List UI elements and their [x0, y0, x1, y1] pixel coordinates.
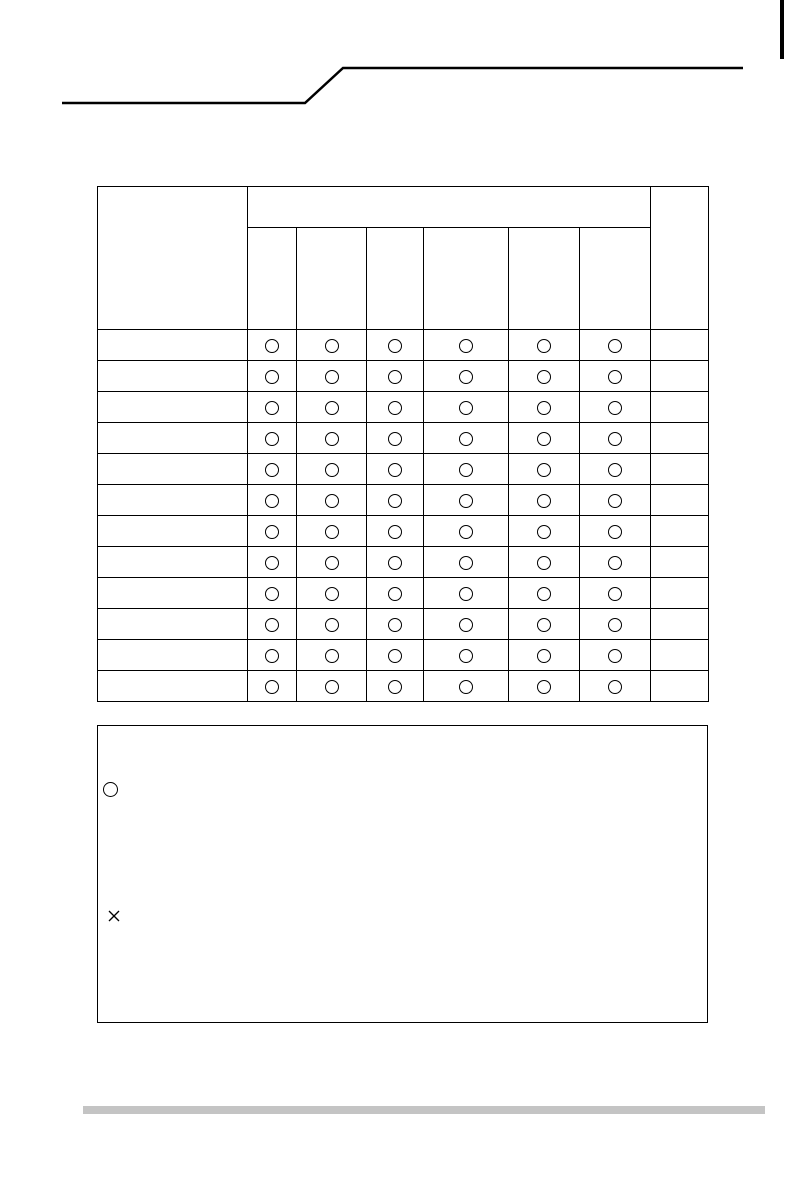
circle-mark-icon: [265, 463, 279, 477]
circle-mark-icon: [325, 401, 339, 415]
cross-mark-icon: [107, 909, 121, 923]
substance-mark-cell: [580, 609, 651, 640]
circle-mark-icon: [537, 680, 551, 694]
table-row: [98, 485, 709, 516]
substance-mark-cell: [367, 454, 424, 485]
circle-mark-icon: [388, 556, 402, 570]
substance-mark-cell: [248, 671, 297, 702]
circle-mark-icon: [388, 463, 402, 477]
circle-mark-icon: [459, 463, 473, 477]
circle-mark-icon: [103, 782, 118, 797]
substance-mark-cell: [424, 671, 509, 702]
circle-mark-icon: [608, 432, 622, 446]
substance-mark-cell: [367, 609, 424, 640]
substance-mark-cell: [248, 516, 297, 547]
hazardous-substance-header-cell: [248, 187, 651, 228]
circle-mark-icon: [265, 618, 279, 632]
substance-mark-cell: [580, 454, 651, 485]
substance-mark-cell: [424, 547, 509, 578]
substance-mark-cell: [509, 578, 580, 609]
circle-mark-icon: [608, 370, 622, 384]
substance-header-cell: [424, 228, 509, 330]
table-row: [98, 330, 709, 361]
page-edge-mark: [780, 0, 784, 59]
part-name-cell: [98, 578, 248, 609]
remark-cell: [651, 671, 709, 702]
circle-mark-icon: [608, 494, 622, 508]
circle-mark-icon: [459, 618, 473, 632]
remark-cell: [651, 516, 709, 547]
substance-mark-cell: [424, 330, 509, 361]
circle-mark-icon: [265, 649, 279, 663]
circle-mark-icon: [608, 463, 622, 477]
substance-mark-cell: [509, 361, 580, 392]
substance-mark-cell: [424, 578, 509, 609]
substance-mark-cell: [580, 547, 651, 578]
remark-cell: [651, 609, 709, 640]
circle-mark-icon: [608, 649, 622, 663]
substance-mark-cell: [424, 609, 509, 640]
substance-mark-cell: [248, 392, 297, 423]
legend-box: [97, 725, 708, 1023]
circle-mark-icon: [459, 432, 473, 446]
substance-mark-cell: [248, 361, 297, 392]
part-name-cell: [98, 454, 248, 485]
substance-mark-cell: [580, 640, 651, 671]
circle-mark-icon: [537, 370, 551, 384]
substance-mark-cell: [580, 392, 651, 423]
circle-mark-icon: [459, 525, 473, 539]
substance-mark-cell: [367, 578, 424, 609]
header-rule: [0, 0, 805, 130]
remark-cell: [651, 485, 709, 516]
circle-mark-icon: [325, 618, 339, 632]
substance-mark-cell: [367, 392, 424, 423]
remark-cell: [651, 361, 709, 392]
table-header-row: [98, 187, 709, 228]
substance-mark-cell: [297, 361, 367, 392]
substance-mark-cell: [367, 485, 424, 516]
remark-cell: [651, 392, 709, 423]
circle-mark-icon: [265, 432, 279, 446]
table-row: [98, 516, 709, 547]
substance-header-cell: [580, 228, 651, 330]
table-row: [98, 423, 709, 454]
substance-mark-cell: [580, 671, 651, 702]
remark-cell: [651, 454, 709, 485]
substance-mark-cell: [367, 516, 424, 547]
substance-mark-cell: [509, 330, 580, 361]
substance-header-cell: [248, 228, 297, 330]
substance-mark-cell: [509, 609, 580, 640]
substance-mark-cell: [424, 423, 509, 454]
table-row: [98, 392, 709, 423]
part-name-cell: [98, 392, 248, 423]
circle-mark-icon: [537, 525, 551, 539]
circle-mark-icon: [537, 494, 551, 508]
substance-mark-cell: [297, 454, 367, 485]
circle-mark-icon: [388, 649, 402, 663]
circle-mark-icon: [325, 494, 339, 508]
circle-mark-icon: [459, 370, 473, 384]
circle-mark-icon: [459, 494, 473, 508]
circle-mark-icon: [459, 556, 473, 570]
circle-mark-icon: [265, 401, 279, 415]
substance-mark-cell: [424, 361, 509, 392]
table-row: [98, 361, 709, 392]
substance-mark-cell: [509, 392, 580, 423]
circle-mark-icon: [537, 649, 551, 663]
remark-cell: [651, 547, 709, 578]
substance-mark-cell: [297, 609, 367, 640]
circle-mark-icon: [325, 649, 339, 663]
substance-mark-cell: [424, 392, 509, 423]
substance-mark-cell: [367, 671, 424, 702]
substance-mark-cell: [509, 485, 580, 516]
circle-mark-icon: [388, 618, 402, 632]
circle-mark-icon: [265, 494, 279, 508]
part-name-cell: [98, 671, 248, 702]
substance-mark-cell: [297, 671, 367, 702]
substance-mark-cell: [297, 640, 367, 671]
part-name-cell: [98, 547, 248, 578]
substance-mark-cell: [297, 330, 367, 361]
circle-mark-icon: [265, 525, 279, 539]
substance-mark-cell: [367, 330, 424, 361]
circle-mark-icon: [265, 556, 279, 570]
circle-mark-icon: [608, 680, 622, 694]
substance-mark-cell: [248, 423, 297, 454]
substance-mark-cell: [367, 423, 424, 454]
substance-mark-cell: [248, 578, 297, 609]
circle-mark-icon: [459, 649, 473, 663]
circle-mark-icon: [608, 525, 622, 539]
circle-mark-icon: [537, 463, 551, 477]
substance-mark-cell: [580, 516, 651, 547]
substance-header-cell: [367, 228, 424, 330]
circle-mark-icon: [537, 432, 551, 446]
circle-mark-icon: [459, 339, 473, 353]
circle-mark-icon: [537, 401, 551, 415]
substance-mark-cell: [424, 485, 509, 516]
circle-mark-icon: [388, 494, 402, 508]
remark-header-cell: [651, 187, 709, 330]
circle-mark-icon: [325, 525, 339, 539]
substance-mark-cell: [297, 578, 367, 609]
circle-mark-icon: [537, 618, 551, 632]
circle-mark-icon: [325, 432, 339, 446]
substance-mark-cell: [509, 640, 580, 671]
circle-mark-icon: [265, 587, 279, 601]
substance-mark-cell: [367, 547, 424, 578]
part-name-cell: [98, 330, 248, 361]
substance-mark-cell: [424, 640, 509, 671]
circle-mark-icon: [608, 587, 622, 601]
circle-mark-icon: [325, 680, 339, 694]
circle-mark-icon: [608, 556, 622, 570]
circle-mark-icon: [388, 432, 402, 446]
circle-mark-icon: [459, 401, 473, 415]
circle-mark-icon: [325, 587, 339, 601]
substance-mark-cell: [248, 330, 297, 361]
table-row: [98, 547, 709, 578]
circle-mark-icon: [388, 370, 402, 384]
part-name-cell: [98, 640, 248, 671]
substance-header-cell: [297, 228, 367, 330]
part-name-cell: [98, 423, 248, 454]
circle-mark-icon: [537, 587, 551, 601]
substance-mark-cell: [580, 423, 651, 454]
part-name-cell: [98, 516, 248, 547]
substance-mark-cell: [297, 423, 367, 454]
remark-cell: [651, 640, 709, 671]
table-row: [98, 640, 709, 671]
part-name-cell: [98, 361, 248, 392]
remark-cell: [651, 423, 709, 454]
substance-mark-cell: [297, 516, 367, 547]
circle-mark-icon: [608, 618, 622, 632]
remark-cell: [651, 578, 709, 609]
substance-mark-cell: [297, 392, 367, 423]
substance-mark-cell: [580, 330, 651, 361]
part-name-cell: [98, 485, 248, 516]
circle-mark-icon: [388, 339, 402, 353]
substance-mark-cell: [580, 578, 651, 609]
circle-mark-icon: [388, 525, 402, 539]
substance-mark-cell: [424, 454, 509, 485]
table-row: [98, 578, 709, 609]
substance-mark-cell: [509, 423, 580, 454]
substance-mark-cell: [509, 516, 580, 547]
circle-mark-icon: [265, 339, 279, 353]
remark-cell: [651, 330, 709, 361]
circle-mark-icon: [537, 339, 551, 353]
circle-mark-icon: [265, 680, 279, 694]
footer-bar: [83, 1106, 765, 1114]
substance-mark-cell: [424, 516, 509, 547]
substance-mark-cell: [248, 454, 297, 485]
substance-mark-cell: [509, 454, 580, 485]
table-row: [98, 454, 709, 485]
substance-mark-cell: [297, 547, 367, 578]
substance-header-cell: [509, 228, 580, 330]
substance-mark-cell: [297, 485, 367, 516]
substance-mark-cell: [509, 547, 580, 578]
substance-mark-cell: [509, 671, 580, 702]
circle-mark-icon: [325, 339, 339, 353]
circle-mark-icon: [325, 463, 339, 477]
substance-mark-cell: [248, 640, 297, 671]
substance-mark-cell: [248, 485, 297, 516]
circle-mark-icon: [325, 556, 339, 570]
substance-mark-cell: [580, 361, 651, 392]
circle-mark-icon: [459, 587, 473, 601]
circle-mark-icon: [537, 556, 551, 570]
substance-table: [97, 186, 709, 702]
part-name-header-cell: [98, 187, 248, 330]
circle-mark-icon: [608, 401, 622, 415]
circle-mark-icon: [265, 370, 279, 384]
circle-mark-icon: [459, 680, 473, 694]
circle-mark-icon: [388, 587, 402, 601]
table-row: [98, 671, 709, 702]
substance-mark-cell: [580, 485, 651, 516]
substance-mark-cell: [248, 609, 297, 640]
substance-mark-cell: [367, 640, 424, 671]
circle-mark-icon: [388, 680, 402, 694]
part-name-cell: [98, 609, 248, 640]
table-row: [98, 609, 709, 640]
circle-mark-icon: [388, 401, 402, 415]
substance-mark-cell: [248, 547, 297, 578]
circle-mark-icon: [325, 370, 339, 384]
substance-mark-cell: [367, 361, 424, 392]
circle-mark-icon: [608, 339, 622, 353]
